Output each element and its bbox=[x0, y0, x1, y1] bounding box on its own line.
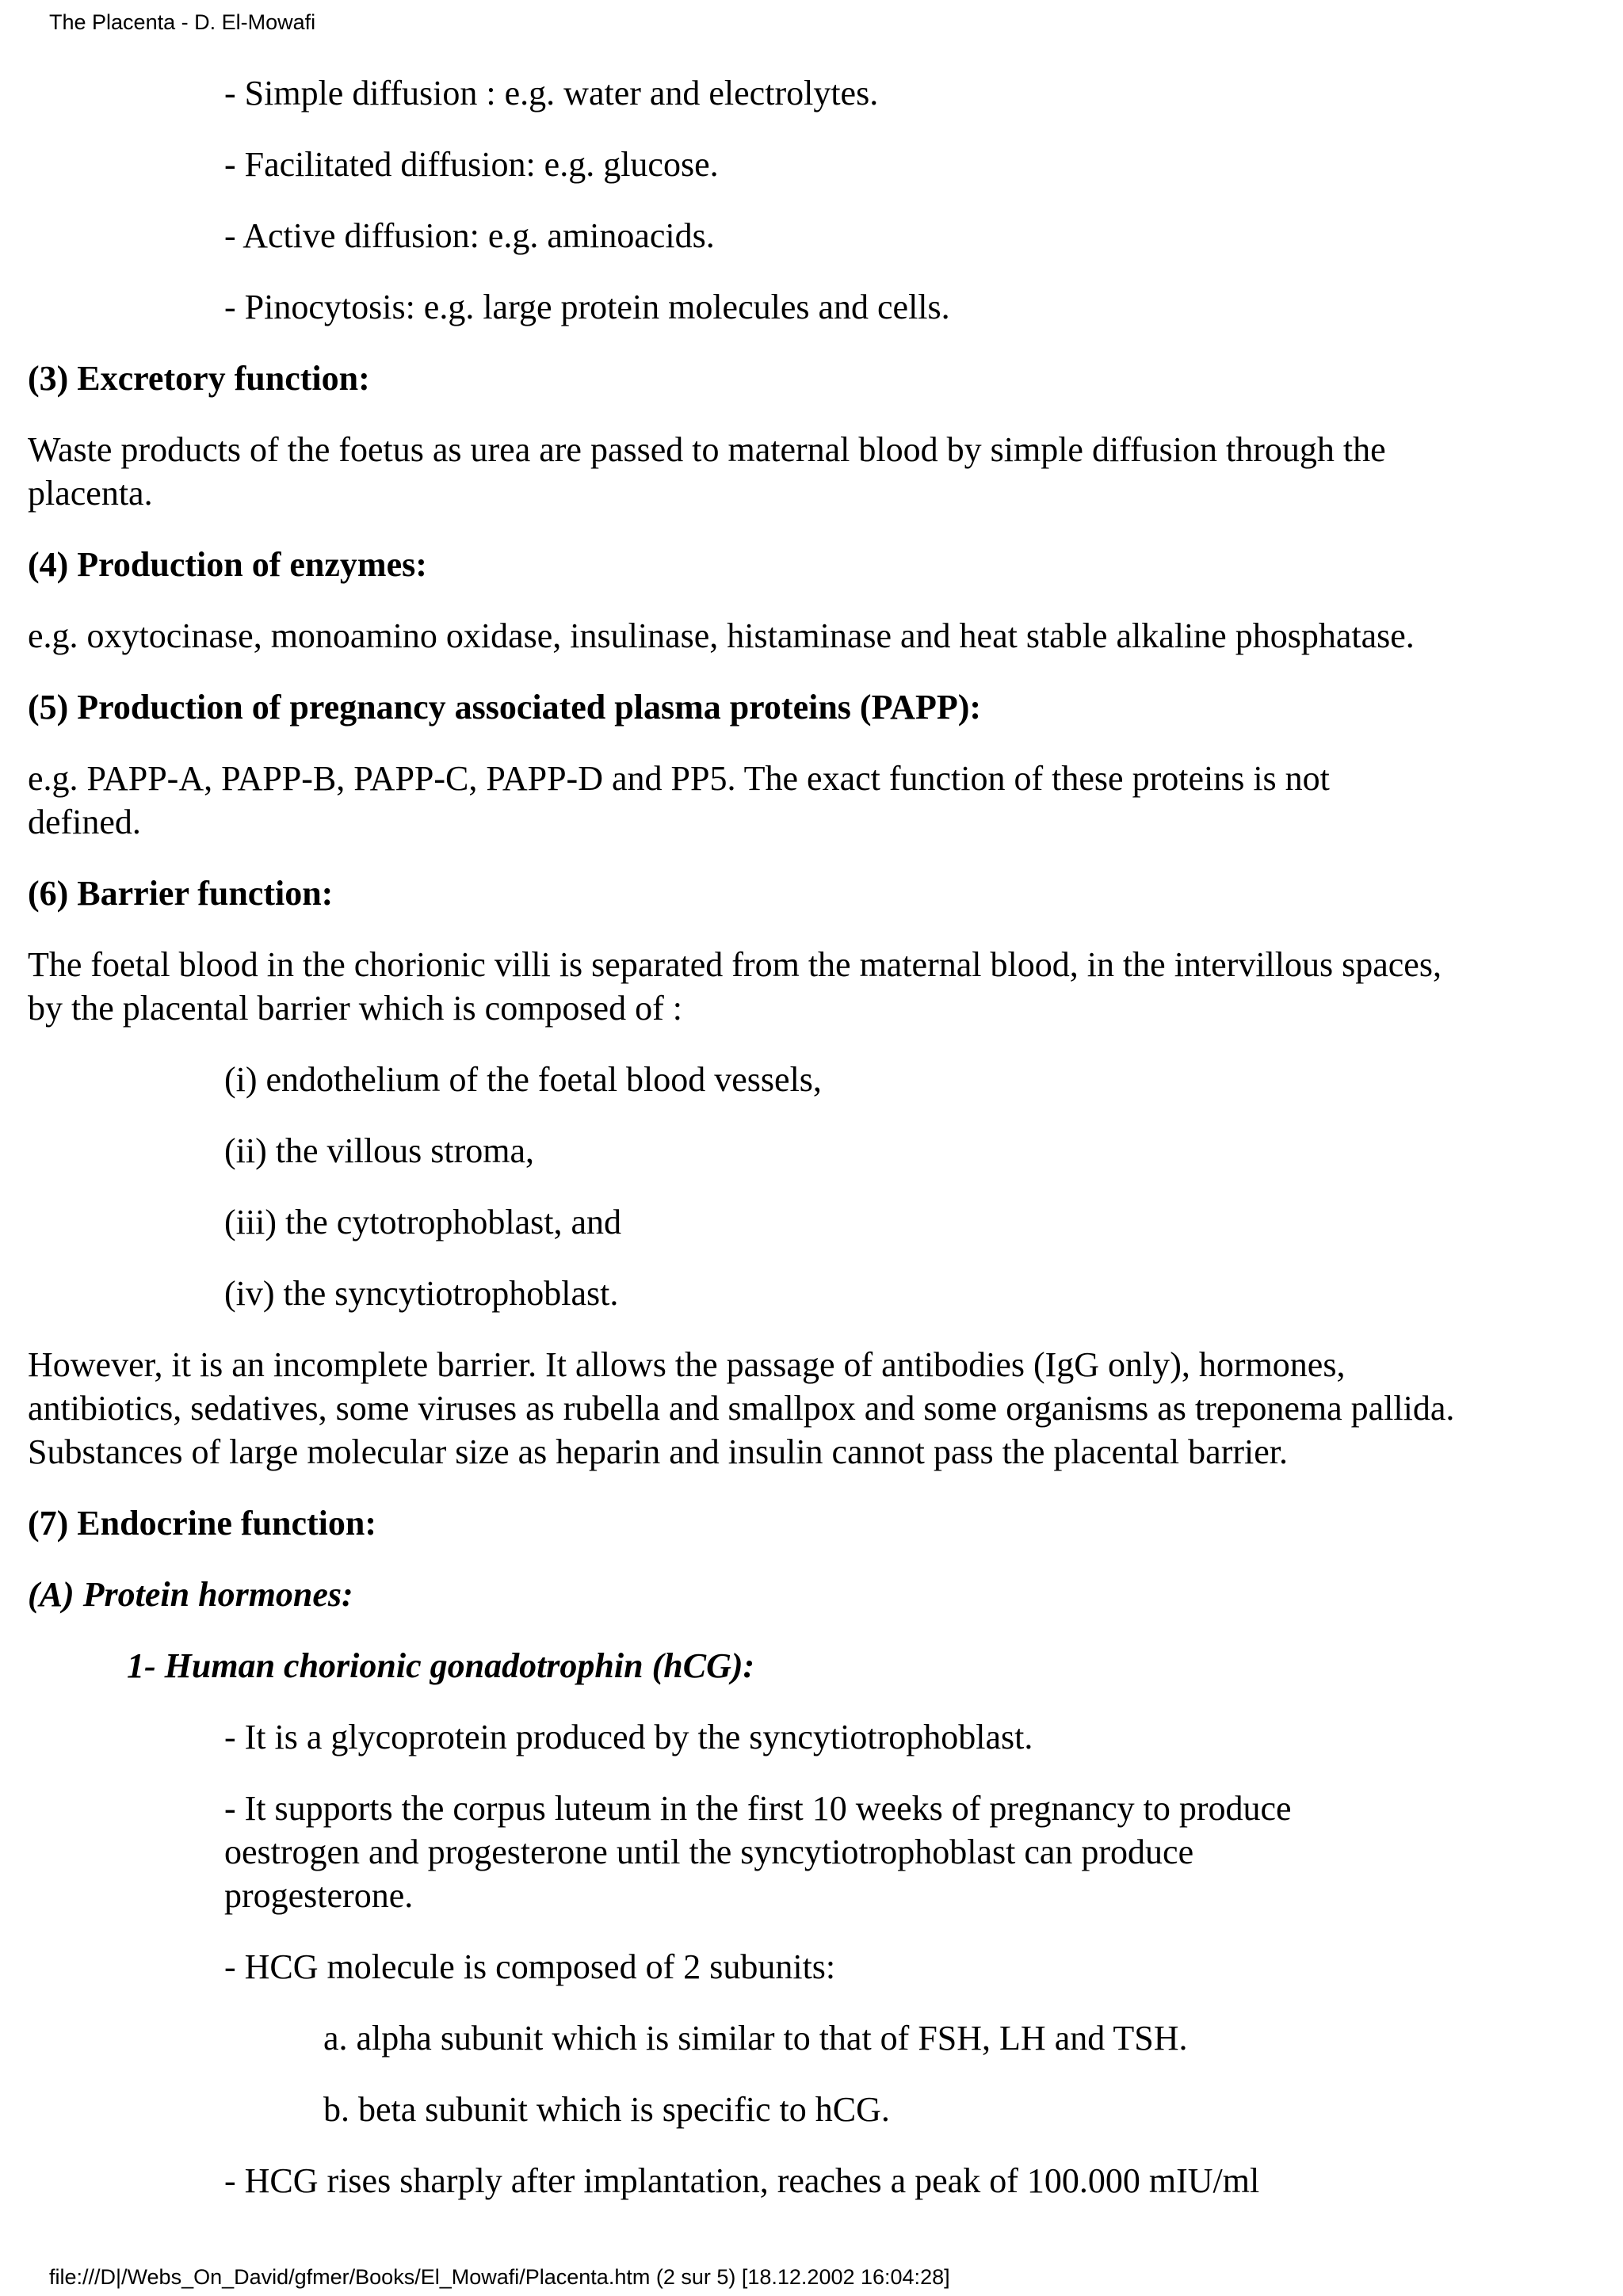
list-item: - Active diffusion: e.g. aminoacids. bbox=[224, 216, 715, 255]
list-item: (ii) the villous stroma, bbox=[224, 1131, 535, 1170]
hcg-paragraph: - It is a glycoprotein produced by the syncytiotrophoblast. bbox=[224, 1718, 1033, 1756]
list-item: (iv) the syncytiotrophoblast. bbox=[224, 1274, 619, 1313]
list-item: (i) endothelium of the foetal blood vessels, bbox=[224, 1060, 822, 1099]
list-item: b. beta subunit which is specific to hCG. bbox=[323, 2090, 890, 2129]
papp-heading: (5) Production of pregnancy associated plasma proteins (PAPP): bbox=[28, 688, 982, 727]
barrier-note-line: Substances of large molecular size as heparin and insulin cannot pass the placental barrier. bbox=[28, 1432, 1288, 1471]
endocrine-heading: (7) Endocrine function: bbox=[28, 1504, 376, 1543]
list-item: - Pinocytosis: e.g. large protein molecules and cells. bbox=[224, 288, 950, 326]
protein-hormones-subheading: (A) Protein hormones: bbox=[28, 1575, 353, 1614]
barrier-intro-line: by the placental barrier which is composed of : bbox=[28, 989, 682, 1028]
barrier-note-line: However, it is an incomplete barrier. It allows the passage of antibodies (IgG only), hormones, bbox=[28, 1345, 1346, 1384]
page-header-title: The Placenta - D. El-Mowafi bbox=[49, 10, 316, 34]
barrier-intro-line: The foetal blood in the chorionic villi is separated from the maternal blood, in the intervillous spaces, bbox=[28, 945, 1442, 984]
hcg-paragraph-line: progesterone. bbox=[224, 1876, 414, 1915]
papp-text-line: e.g. PAPP-A, PAPP-B, PAPP-C, PAPP-D and PP5. The exact function of these proteins is not bbox=[28, 759, 1330, 798]
papp-text-line: defined. bbox=[28, 803, 141, 841]
page-footer-url: file:///D|/Webs_On_David/gfmer/Books/El_Mowafi/Placenta.htm (2 sur 5) [18.12.2002 16:04:28] bbox=[49, 2265, 950, 2289]
list-item: (iii) the cytotrophoblast, and bbox=[224, 1203, 621, 1241]
enzymes-heading: (4) Production of enzymes: bbox=[28, 545, 427, 584]
list-item: - Facilitated diffusion: e.g. glucose. bbox=[224, 145, 719, 184]
hcg-paragraph-line: oestrogen and progesterone until the syncytiotrophoblast can produce bbox=[224, 1833, 1194, 1871]
list-item: a. alpha subunit which is similar to that of FSH, LH and TSH. bbox=[323, 2019, 1188, 2058]
list-item: - Simple diffusion : e.g. water and electrolytes. bbox=[224, 74, 879, 113]
hcg-paragraph: - HCG rises sharply after implantation, reaches a peak of 100.000 mIU/ml bbox=[224, 2161, 1260, 2200]
excretory-heading: (3) Excretory function: bbox=[28, 359, 370, 398]
hcg-paragraph: - HCG molecule is composed of 2 subunits: bbox=[224, 1947, 836, 1986]
enzymes-text-line: e.g. oxytocinase, monoamino oxidase, insulinase, histaminase and heat stable alkaline phosphatase. bbox=[28, 616, 1415, 655]
barrier-note-line: antibiotics, sedatives, some viruses as rubella and smallpox and some organisms as treponema pallida. bbox=[28, 1389, 1455, 1428]
excretory-text-line: placenta. bbox=[28, 474, 153, 513]
hcg-title: 1- Human chorionic gonadotrophin (hCG): bbox=[127, 1646, 755, 1685]
hcg-paragraph-line: - It supports the corpus luteum in the first 10 weeks of pregnancy to produce bbox=[224, 1789, 1292, 1828]
excretory-text-line: Waste products of the foetus as urea are passed to maternal blood by simple diffusion through the bbox=[28, 430, 1386, 469]
barrier-heading: (6) Barrier function: bbox=[28, 874, 334, 913]
